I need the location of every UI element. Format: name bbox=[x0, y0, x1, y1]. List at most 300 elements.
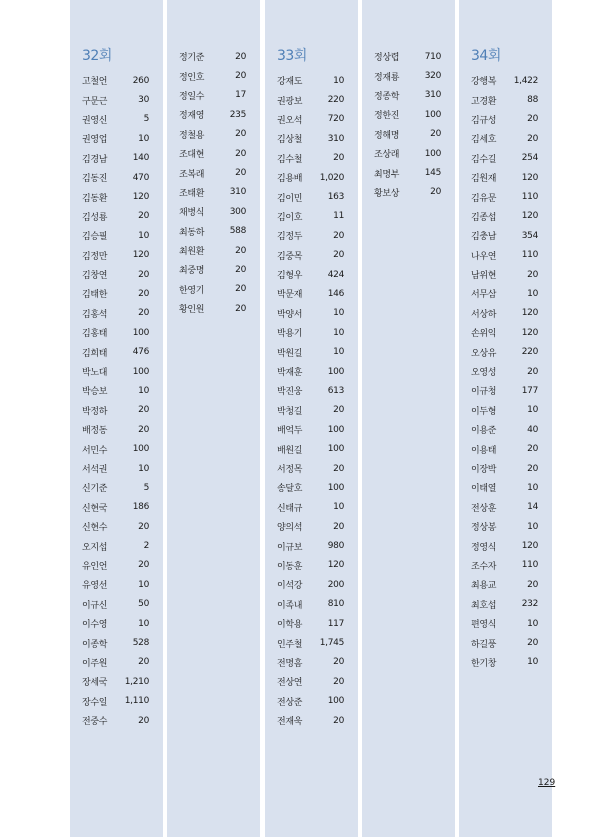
donor-name: 황보상 bbox=[374, 188, 400, 199]
donation-amount: 1,110 bbox=[124, 696, 149, 707]
donor-name: 최명부 bbox=[374, 169, 400, 180]
list-item bbox=[82, 265, 149, 284]
donor-name: 김경남 bbox=[82, 154, 108, 165]
donor-list bbox=[82, 71, 149, 730]
list-item bbox=[471, 71, 538, 90]
donor-name: 권오석 bbox=[277, 115, 303, 126]
list-item bbox=[471, 556, 538, 575]
list-item bbox=[374, 183, 441, 202]
donor-name: 신태규 bbox=[277, 503, 303, 514]
list-item bbox=[179, 163, 246, 182]
donor-name: 권영신 bbox=[82, 115, 108, 126]
donation-amount: 20 bbox=[235, 303, 246, 314]
column-2 bbox=[167, 0, 260, 837]
donation-amount: 20 bbox=[138, 715, 149, 726]
donor-name: 구문근 bbox=[82, 96, 108, 107]
list-item bbox=[471, 207, 538, 226]
list-item bbox=[179, 125, 246, 144]
donor-list bbox=[471, 71, 538, 672]
list-item bbox=[82, 226, 149, 245]
list-item bbox=[277, 265, 344, 284]
donation-amount: 110 bbox=[521, 192, 538, 203]
donation-amount: 20 bbox=[235, 284, 246, 295]
donor-name: 김형우 bbox=[277, 271, 303, 282]
list-item bbox=[82, 633, 149, 652]
donation-amount: 354 bbox=[521, 230, 538, 241]
donor-name: 신현국 bbox=[82, 503, 108, 514]
donor-name: 박용기 bbox=[277, 329, 303, 340]
donor-name: 하길풍 bbox=[471, 639, 497, 650]
list-item bbox=[471, 653, 538, 672]
donation-amount: 20 bbox=[333, 657, 344, 668]
donation-amount: 10 bbox=[333, 347, 344, 358]
donation-amount: 120 bbox=[132, 250, 149, 261]
donor-name: 정재룡 bbox=[374, 72, 400, 83]
column-1 bbox=[70, 0, 163, 837]
donor-name: 배원길 bbox=[277, 445, 303, 456]
donation-amount: 10 bbox=[138, 579, 149, 590]
donation-amount: 1,020 bbox=[319, 172, 344, 183]
donation-amount: 2 bbox=[143, 541, 149, 552]
list-item bbox=[471, 168, 538, 187]
donor-name: 이주원 bbox=[82, 658, 108, 669]
donor-name: 신기준 bbox=[82, 484, 108, 495]
list-item bbox=[471, 575, 538, 594]
list-item bbox=[277, 342, 344, 361]
list-item bbox=[82, 304, 149, 323]
donation-amount: 11 bbox=[333, 211, 344, 222]
list-item bbox=[471, 614, 538, 633]
donation-amount: 145 bbox=[424, 168, 441, 179]
donor-name: 김창연 bbox=[82, 271, 108, 282]
list-item bbox=[471, 187, 538, 206]
donor-name: 김홍석 bbox=[82, 309, 108, 320]
session-heading-33: 33회 bbox=[277, 48, 307, 64]
list-item bbox=[471, 323, 538, 342]
list-item bbox=[277, 207, 344, 226]
list-item bbox=[179, 144, 246, 163]
list-item bbox=[179, 183, 246, 202]
list-item bbox=[277, 556, 344, 575]
donation-amount: 100 bbox=[327, 482, 344, 493]
donor-name: 김충남 bbox=[471, 232, 497, 243]
donor-name: 김태한 bbox=[82, 290, 108, 301]
donor-name: 최동하 bbox=[179, 227, 205, 238]
donation-amount: 40 bbox=[527, 424, 538, 435]
donor-name: 오지섭 bbox=[82, 542, 108, 553]
donation-amount: 720 bbox=[327, 114, 344, 125]
donor-name: 전명흠 bbox=[277, 658, 303, 669]
donation-amount: 117 bbox=[327, 618, 344, 629]
list-item bbox=[471, 420, 538, 439]
list-item bbox=[82, 149, 149, 168]
donor-name: 이수영 bbox=[82, 620, 108, 631]
list-item bbox=[277, 517, 344, 536]
donor-name: 박진웅 bbox=[277, 387, 303, 398]
list-item bbox=[82, 187, 149, 206]
donor-name: 정상렵 bbox=[374, 53, 400, 64]
donation-amount: 50 bbox=[138, 599, 149, 610]
donor-name: 김원재 bbox=[471, 174, 497, 185]
donor-name: 김세호 bbox=[471, 135, 497, 146]
list-item bbox=[82, 420, 149, 439]
list-item bbox=[471, 362, 538, 381]
donor-name: 전상준 bbox=[277, 697, 303, 708]
donation-amount: 310 bbox=[327, 133, 344, 144]
donation-amount: 20 bbox=[235, 264, 246, 275]
list-item bbox=[471, 401, 538, 420]
list-item bbox=[471, 459, 538, 478]
list-item bbox=[471, 517, 538, 536]
list-item bbox=[374, 163, 441, 182]
list-item bbox=[471, 478, 538, 497]
donation-amount: 10 bbox=[527, 521, 538, 532]
donation-amount: 980 bbox=[327, 541, 344, 552]
donor-name: 권영업 bbox=[82, 135, 108, 146]
donor-name: 김수철 bbox=[277, 154, 303, 165]
donor-name: 배억두 bbox=[277, 426, 303, 437]
list-item bbox=[82, 401, 149, 420]
donor-name: 김정만 bbox=[82, 251, 108, 262]
donor-name: 김동환 bbox=[82, 193, 108, 204]
donation-amount: 100 bbox=[424, 148, 441, 159]
list-item bbox=[82, 556, 149, 575]
donor-name: 김이호 bbox=[277, 212, 303, 223]
donation-amount: 20 bbox=[527, 444, 538, 455]
donor-name: 정종학 bbox=[374, 91, 400, 102]
donation-amount: 120 bbox=[521, 327, 538, 338]
donor-name: 이족내 bbox=[277, 600, 303, 611]
donor-name: 김중목 bbox=[277, 251, 303, 262]
list-item bbox=[179, 299, 246, 318]
donation-amount: 5 bbox=[143, 482, 149, 493]
donor-name: 박청길 bbox=[277, 406, 303, 417]
donor-name: 나우연 bbox=[471, 251, 497, 262]
donation-amount: 20 bbox=[138, 560, 149, 571]
donor-name: 박노대 bbox=[82, 368, 108, 379]
list-item bbox=[277, 420, 344, 439]
donation-amount: 20 bbox=[527, 579, 538, 590]
donor-name: 이규보 bbox=[277, 542, 303, 553]
donation-amount: 100 bbox=[327, 444, 344, 455]
donor-name: 강재도 bbox=[277, 77, 303, 88]
list-item bbox=[277, 168, 344, 187]
donation-amount: 120 bbox=[521, 308, 538, 319]
donor-name: 이석강 bbox=[277, 581, 303, 592]
donation-amount: 120 bbox=[132, 192, 149, 203]
list-item bbox=[374, 66, 441, 85]
donor-name: 서상하 bbox=[471, 309, 497, 320]
donor-name: 정기준 bbox=[179, 53, 205, 64]
list-item bbox=[277, 381, 344, 400]
donation-amount: 10 bbox=[333, 502, 344, 513]
list-item bbox=[179, 202, 246, 221]
column-4 bbox=[362, 0, 455, 837]
donation-amount: 20 bbox=[333, 463, 344, 474]
donor-name: 정일수 bbox=[179, 91, 205, 102]
donor-name: 유인언 bbox=[82, 561, 108, 572]
list-item bbox=[471, 633, 538, 652]
donation-amount: 1,210 bbox=[124, 676, 149, 687]
list-item bbox=[471, 595, 538, 614]
list-item bbox=[82, 284, 149, 303]
donor-name: 황인원 bbox=[179, 305, 205, 316]
donor-name: 최원환 bbox=[179, 247, 205, 258]
donor-name: 김이민 bbox=[277, 193, 303, 204]
donation-amount: 100 bbox=[132, 327, 149, 338]
list-item bbox=[277, 575, 344, 594]
list-item bbox=[277, 653, 344, 672]
list-item bbox=[82, 129, 149, 148]
list-item bbox=[471, 265, 538, 284]
column-5 bbox=[459, 0, 552, 837]
donor-name: 최중명 bbox=[179, 266, 205, 277]
donor-name: 조대현 bbox=[179, 150, 205, 161]
donation-amount: 20 bbox=[333, 153, 344, 164]
donation-amount: 100 bbox=[327, 424, 344, 435]
list-item bbox=[471, 304, 538, 323]
donation-amount: 10 bbox=[138, 463, 149, 474]
donation-amount: 10 bbox=[527, 657, 538, 668]
donor-name: 박문재 bbox=[277, 290, 303, 301]
donation-amount: 88 bbox=[527, 95, 538, 106]
list-item bbox=[82, 498, 149, 517]
donor-name: 손위익 bbox=[471, 329, 497, 340]
donation-amount: 10 bbox=[333, 75, 344, 86]
donation-amount: 30 bbox=[138, 95, 149, 106]
list-item bbox=[471, 284, 538, 303]
donor-name: 고경환 bbox=[471, 96, 497, 107]
donation-amount: 20 bbox=[333, 405, 344, 416]
list-item bbox=[82, 342, 149, 361]
donor-name: 김동진 bbox=[82, 174, 108, 185]
donor-name: 이규신 bbox=[82, 600, 108, 611]
list-item bbox=[277, 401, 344, 420]
donation-amount: 20 bbox=[235, 51, 246, 62]
donor-name: 조태환 bbox=[179, 188, 205, 199]
donation-amount: 613 bbox=[327, 385, 344, 396]
list-item bbox=[277, 459, 344, 478]
list-item bbox=[277, 633, 344, 652]
donation-amount: 588 bbox=[229, 226, 246, 237]
donation-amount: 20 bbox=[235, 71, 246, 82]
donation-amount: 310 bbox=[424, 90, 441, 101]
donor-name: 김규성 bbox=[471, 115, 497, 126]
list-item bbox=[277, 498, 344, 517]
donation-amount: 186 bbox=[132, 502, 149, 513]
list-item bbox=[471, 246, 538, 265]
donor-name: 조상래 bbox=[374, 150, 400, 161]
donor-name: 조복래 bbox=[179, 169, 205, 180]
list-item bbox=[179, 47, 246, 66]
list-item bbox=[277, 536, 344, 555]
donation-amount: 20 bbox=[138, 521, 149, 532]
donation-amount: 220 bbox=[521, 347, 538, 358]
donor-name: 서민수 bbox=[82, 445, 108, 456]
list-item bbox=[277, 323, 344, 342]
list-item bbox=[82, 110, 149, 129]
donation-amount: 120 bbox=[521, 211, 538, 222]
donation-amount: 20 bbox=[235, 245, 246, 256]
donation-amount: 10 bbox=[138, 385, 149, 396]
donor-name: 박승보 bbox=[82, 387, 108, 398]
donation-amount: 20 bbox=[333, 250, 344, 261]
donation-amount: 20 bbox=[527, 114, 538, 125]
donor-name: 오영성 bbox=[471, 368, 497, 379]
donor-name: 전재욱 bbox=[277, 717, 303, 728]
donation-amount: 1,422 bbox=[513, 75, 538, 86]
list-item bbox=[277, 614, 344, 633]
donor-name: 김수길 bbox=[471, 154, 497, 165]
list-item bbox=[82, 692, 149, 711]
list-item bbox=[82, 90, 149, 109]
list-item bbox=[277, 692, 344, 711]
donor-name: 인주철 bbox=[277, 639, 303, 650]
donor-name: 조수자 bbox=[471, 561, 497, 572]
list-item bbox=[179, 105, 246, 124]
donor-name: 오상유 bbox=[471, 348, 497, 359]
donation-amount: 177 bbox=[521, 385, 538, 396]
donor-name: 정재영 bbox=[179, 111, 205, 122]
donation-amount: 20 bbox=[333, 715, 344, 726]
list-item bbox=[179, 280, 246, 299]
list-item bbox=[374, 125, 441, 144]
donation-amount: 20 bbox=[527, 463, 538, 474]
list-item bbox=[277, 226, 344, 245]
donation-amount: 20 bbox=[527, 638, 538, 649]
list-item bbox=[471, 498, 538, 517]
donation-amount: 10 bbox=[527, 288, 538, 299]
donation-amount: 10 bbox=[138, 230, 149, 241]
list-item bbox=[179, 222, 246, 241]
list-item bbox=[82, 207, 149, 226]
donor-name: 김홍태 bbox=[82, 329, 108, 340]
donation-amount: 20 bbox=[235, 129, 246, 140]
list-item bbox=[82, 71, 149, 90]
donor-name: 채병식 bbox=[179, 208, 205, 219]
donor-name: 강행복 bbox=[471, 77, 497, 88]
donor-name: 김유문 bbox=[471, 193, 497, 204]
donation-amount: 5 bbox=[143, 114, 149, 125]
donation-amount: 100 bbox=[132, 444, 149, 455]
list-item bbox=[471, 342, 538, 361]
donation-amount: 235 bbox=[229, 109, 246, 120]
session-heading-32: 32회 bbox=[82, 48, 112, 64]
donation-amount: 260 bbox=[132, 75, 149, 86]
list-item bbox=[471, 381, 538, 400]
donation-amount: 10 bbox=[527, 482, 538, 493]
donor-name: 서무삼 bbox=[471, 290, 497, 301]
donation-amount: 20 bbox=[527, 269, 538, 280]
donation-amount: 20 bbox=[430, 129, 441, 140]
donor-name: 서정목 bbox=[277, 465, 303, 475]
donor-name: 김용배 bbox=[277, 174, 303, 185]
page-number: 129 bbox=[538, 778, 556, 788]
donor-name: 전중수 bbox=[82, 717, 108, 728]
donor-name: 이두형 bbox=[471, 406, 497, 417]
donor-name: 김상철 bbox=[277, 135, 303, 146]
donation-amount: 200 bbox=[327, 579, 344, 590]
donor-name: 유영선 bbox=[82, 581, 108, 592]
donor-name: 한기창 bbox=[471, 658, 497, 669]
donation-amount: 163 bbox=[327, 192, 344, 203]
list-item bbox=[277, 439, 344, 458]
donation-amount: 20 bbox=[527, 133, 538, 144]
donation-amount: 120 bbox=[521, 172, 538, 183]
donation-amount: 120 bbox=[327, 560, 344, 571]
list-item bbox=[277, 71, 344, 90]
list-item bbox=[277, 672, 344, 691]
donor-name: 박정하 bbox=[82, 406, 108, 417]
list-item bbox=[277, 595, 344, 614]
list-item bbox=[82, 362, 149, 381]
donor-name: 신현수 bbox=[82, 523, 108, 534]
donation-amount: 710 bbox=[424, 51, 441, 62]
list-item bbox=[82, 672, 149, 691]
donation-amount: 528 bbox=[132, 638, 149, 649]
donation-amount: 14 bbox=[527, 502, 538, 513]
list-item bbox=[471, 439, 538, 458]
donor-name: 김종섭 bbox=[471, 212, 497, 223]
donation-amount: 1,745 bbox=[319, 638, 344, 649]
list-item bbox=[471, 129, 538, 148]
list-item bbox=[471, 149, 538, 168]
donation-amount: 20 bbox=[138, 405, 149, 416]
donor-name: 정상봉 bbox=[471, 523, 497, 534]
donor-name: 전상연 bbox=[277, 678, 303, 689]
donation-amount: 10 bbox=[138, 618, 149, 629]
column-3 bbox=[265, 0, 358, 837]
donation-amount: 20 bbox=[333, 676, 344, 687]
session-heading-34: 34회 bbox=[471, 48, 501, 64]
list-item bbox=[277, 304, 344, 323]
donation-amount: 20 bbox=[333, 230, 344, 241]
donation-amount: 20 bbox=[138, 269, 149, 280]
list-item bbox=[82, 323, 149, 342]
list-item bbox=[82, 439, 149, 458]
list-item bbox=[277, 478, 344, 497]
donor-list bbox=[277, 71, 344, 730]
donation-amount: 20 bbox=[138, 211, 149, 222]
list-item bbox=[179, 241, 246, 260]
list-item bbox=[277, 110, 344, 129]
list-item bbox=[82, 381, 149, 400]
donation-amount: 810 bbox=[327, 599, 344, 610]
list-item bbox=[179, 260, 246, 279]
donation-amount: 100 bbox=[424, 109, 441, 120]
list-item bbox=[82, 517, 149, 536]
donor-name: 이학용 bbox=[277, 620, 303, 631]
list-item bbox=[82, 246, 149, 265]
donation-amount: 20 bbox=[527, 366, 538, 377]
donor-name: 전상훈 bbox=[471, 503, 497, 514]
donation-amount: 100 bbox=[132, 366, 149, 377]
donor-name: 김희태 bbox=[82, 348, 108, 359]
donor-name: 남위현 bbox=[471, 271, 497, 282]
list-item bbox=[82, 536, 149, 555]
donation-amount: 254 bbox=[521, 153, 538, 164]
donor-list bbox=[179, 47, 246, 318]
donation-amount: 10 bbox=[138, 133, 149, 144]
list-item bbox=[277, 362, 344, 381]
donation-amount: 300 bbox=[229, 206, 246, 217]
donation-amount: 10 bbox=[527, 618, 538, 629]
donor-name: 이장박 bbox=[471, 465, 497, 475]
list-item bbox=[82, 168, 149, 187]
list-item bbox=[277, 129, 344, 148]
donor-name: 한영기 bbox=[179, 285, 205, 296]
donor-name: 서석권 bbox=[82, 465, 108, 475]
